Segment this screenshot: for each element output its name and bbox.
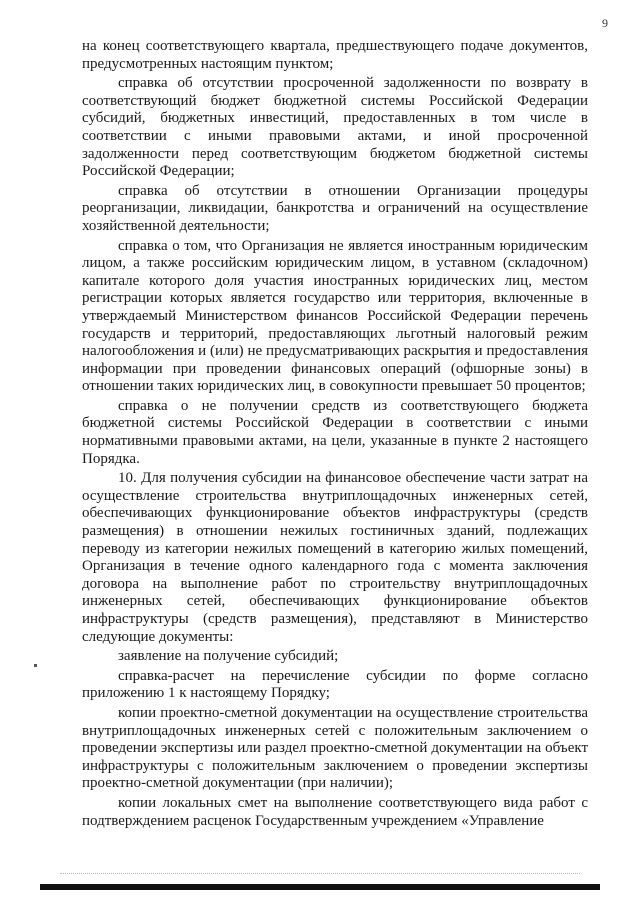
paragraph-5: справка о не получении средств из соответствующего бюджета бюджетной системы Российской Федерации в соответствии с иными нормативными правовыми актами, на цели, указанные в пункте 2 настоящего Порядка. [82,397,588,467]
paragraph-3: справка об отсутствии в отношении Организации процедуры реорганизации, ликвидации, банкротства и ограничений на осуществление хозяйственной деятельности; [82,182,588,234]
paragraph-9: копии проектно-сметной документации на осуществление строительства внутриплощадочных инженерных сетей с положительным заключением о проведении экспертизы или раздел проектно-сметной документации на объект инфраструктуры с положительным заключением о проведении экспертизы проектно-сметной документации (при наличии); [82,704,588,792]
paragraph-7: заявление на получение субсидий; [118,648,339,665]
paragraph-4: справка о том, что Организация не является иностранным юридическим лицом, а также российским юридическим лицом, в уставном (складочном) капитале которого доля участия иностранных юридических лиц, местом регистрации которых является государство или территория, включенные в утверждаемый Министерством финансов Российской Федерации перечень государств и территорий, предоставляющих льготный налоговый режим налогообложения и (или) не предусматривающих раскрытия и предоставления информации при проведении финансовых операций (офшорные зоны) в отношении таких юридических лиц, в совокупности превышает 50 процентов; [82,237,588,395]
paragraph-8: справка-расчет на перечисление субсидии по форме согласно приложению 1 к настоящему Порядку; [82,667,588,702]
document-body [82,38,588,832]
paragraph-1: на конец соответствующего квартала, предшествующего подаче документов, предусмотренных настоящим пунктом; [82,38,588,72]
paragraph-2: справка об отсутствии просроченной задолженности по возврату в соответствующий бюджет бюджетной системы Российской Федерации субсидий, бюджетных инвестиций, предоставленных в том числе в соответствии с иными правовыми актами, и иной просроченной задолженности перед соответствующим бюджетом бюджетной системы Российской Федерации; [82,75,588,180]
paragraph-6: 10. Для получения субсидии на финансовое обеспечение части затрат на осуществление строительства внутриплощадочных инженерных сетей, обеспечивающих функционирование объектов инфраструктуры (средств размещения) в отношении нежилых гостиничных зданий, подлежащих переводу из категории нежилых помещений в категорию жилых помещений, Организация в течение одного календарного года с момента заключения договора на выполнение работ по строительству внутриплощадочных инженерных сетей, обеспечивающих функционирование объектов инфраструктуры (средств размещения), представляют в Министерство следующие документы: [82,470,588,645]
page-number: 9 [602,16,608,30]
margin-mark [34,664,37,667]
scan-footer-dots [60,873,580,875]
paragraph-10: копии локальных смет на выполнение соответствующего вида работ с подтверждением расценок Государственным учреждением «Управление [82,794,588,829]
scan-footer-bar [40,884,600,890]
